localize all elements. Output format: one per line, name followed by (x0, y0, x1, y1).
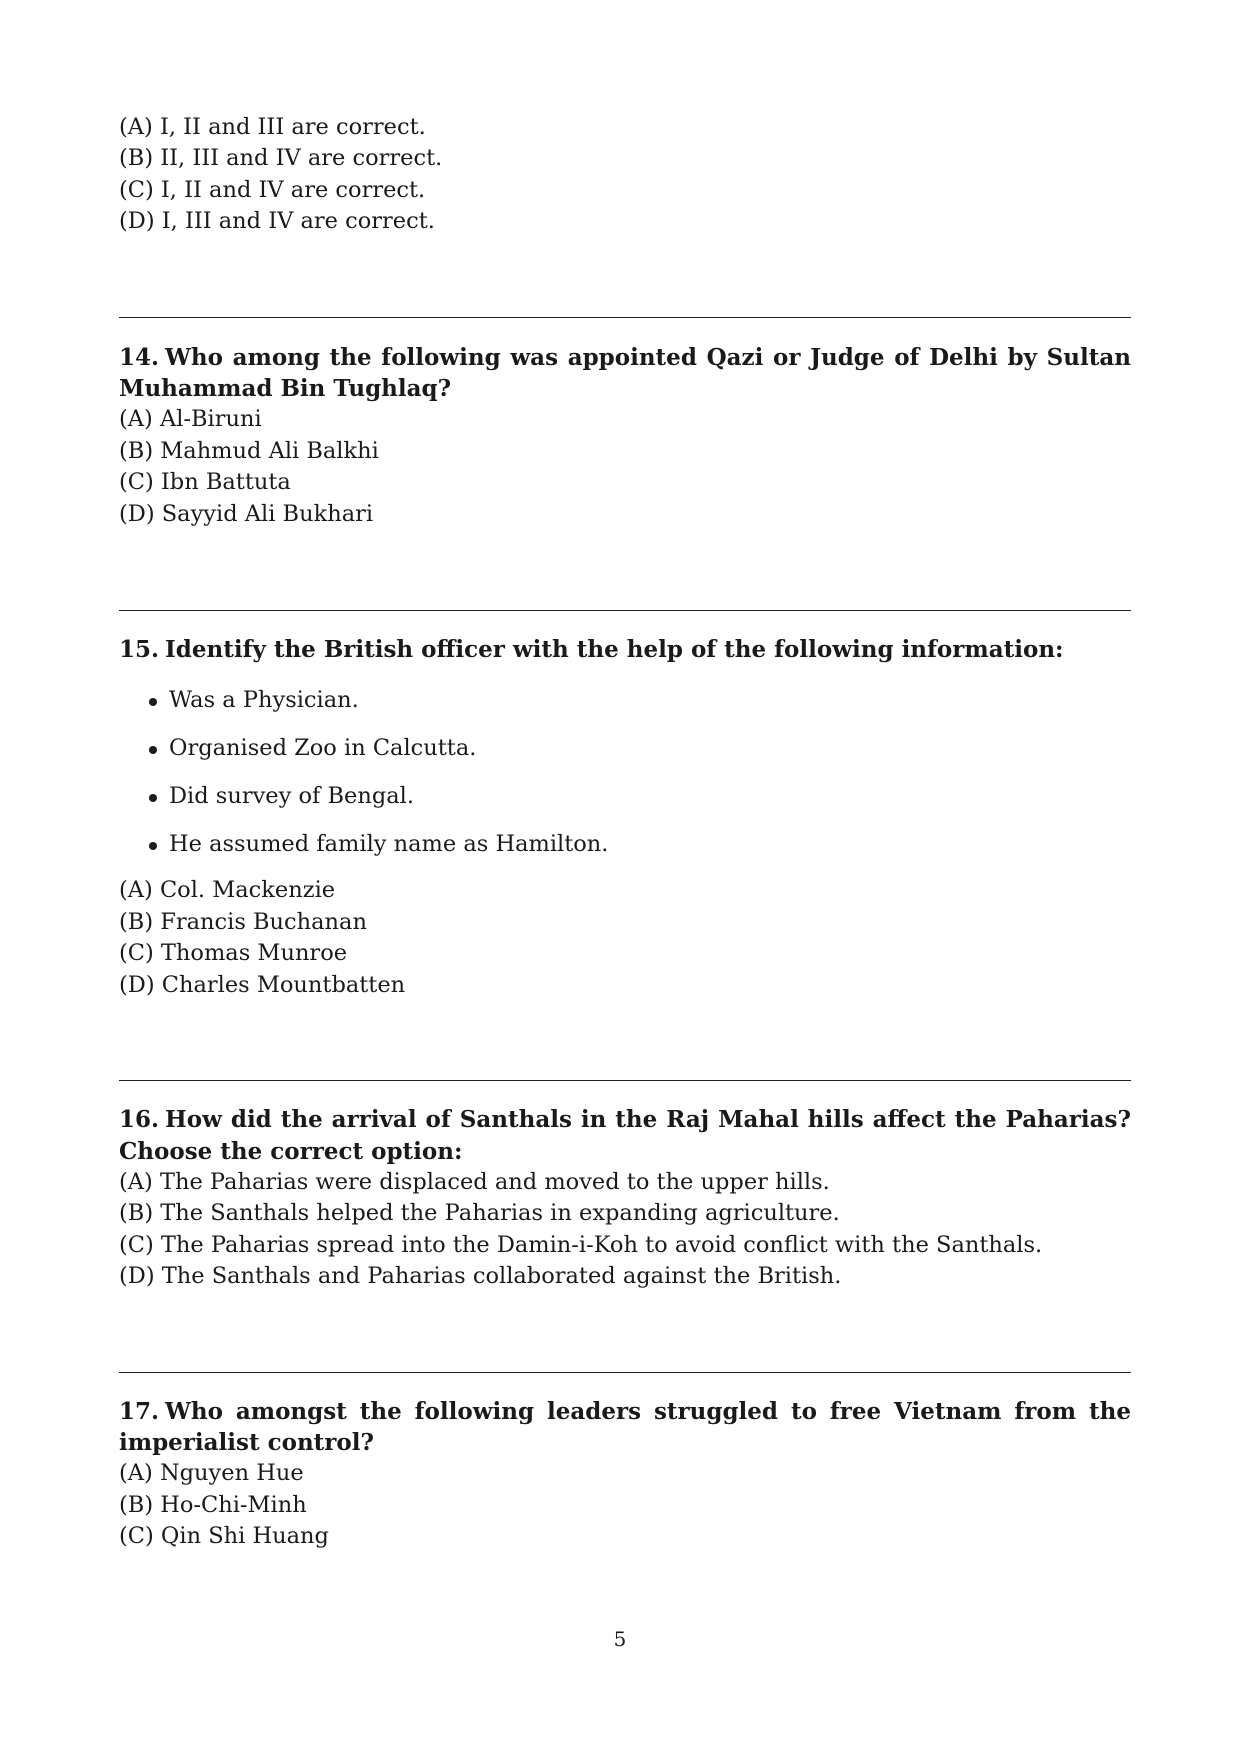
q17-option-c: (C) Qin Shi Huang (119, 1523, 329, 1550)
divider (119, 1080, 1131, 1081)
divider (119, 1372, 1131, 1373)
question-16 (119, 1104, 1131, 1292)
q15-option-d: (D) Charles Mountbatten (119, 971, 406, 998)
clue-item: Organised Zoo in Calcutta. (149, 733, 1131, 781)
q16-option-d: (D) The Santhals and Paharias collaborated against the British. (119, 1263, 842, 1290)
question-14-number: 14. (119, 343, 160, 371)
question-16-prompt: How did the arrival of Santhals in the Raj Mahal hills affect the Paharias? Choose the correct option: (119, 1106, 1131, 1165)
clue-item: He assumed family name as Hamilton. (149, 829, 1131, 877)
question-15-text (119, 634, 1131, 665)
q15-option-a: (A) Col. Mackenzie (119, 877, 336, 904)
question-16-text (119, 1104, 1131, 1167)
q17-option-a: (A) Nguyen Hue (119, 1460, 304, 1487)
q13-option-d: (D) I, III and IV are correct. (119, 208, 435, 235)
question-15-clues (119, 685, 1131, 877)
exam-page (119, 112, 1131, 1553)
question-15 (119, 634, 1131, 1001)
q14-option-b: (B) Mahmud Ali Balkhi (119, 437, 379, 464)
q16-option-b: (B) The Santhals helped the Paharias in expanding agriculture. (119, 1200, 840, 1227)
divider (119, 317, 1131, 318)
bullet-icon (149, 698, 157, 706)
question-15-number: 15. (119, 636, 160, 664)
bullet-icon (149, 842, 157, 850)
divider (119, 610, 1131, 611)
bullet-icon (149, 746, 157, 754)
question-14-prompt: Who among the following was appointed Qazi or Judge of Delhi by Sultan Muhammad Bin Tughlaq? (119, 343, 1131, 403)
question-17-text (119, 1396, 1131, 1459)
q16-option-c: (C) The Paharias spread into the Damin-i-Koh to avoid conflict with the Santhals. (119, 1231, 1043, 1258)
q16-option-a: (A) The Paharias were displaced and moved to the upper hills. (119, 1168, 830, 1195)
q13-option-b: (B) II, III and IV are correct. (119, 145, 443, 172)
q13-option-a: (A) I, II and III are correct. (119, 114, 426, 140)
q17-option-b: (B) Ho-Chi-Minh (119, 1491, 307, 1518)
question-17-number: 17. (119, 1397, 160, 1425)
question-17-prompt: Who amongst the following leaders struggled to free Vietnam from the imperialist control? (119, 1397, 1131, 1456)
q14-option-c: (C) Ibn Battuta (119, 469, 291, 496)
question-14-text (119, 342, 1131, 405)
q15-option-c: (C) Thomas Munroe (119, 940, 348, 967)
q13-options (119, 112, 1131, 238)
q15-option-b: (B) Francis Buchanan (119, 908, 367, 935)
question-15-prompt: Identify the British officer with the help of the following information: (165, 636, 1064, 664)
question-16-number: 16. (119, 1106, 160, 1134)
q14-option-a: (A) Al-Biruni (119, 406, 262, 433)
q13-option-c: (C) I, II and IV are correct. (119, 176, 426, 203)
bullet-icon (149, 794, 157, 802)
clue-item: Was a Physician. (149, 685, 1131, 733)
q14-option-d: (D) Sayyid Ali Bukhari (119, 500, 374, 527)
question-14 (119, 342, 1131, 530)
clue-item: Did survey of Bengal. (149, 781, 1131, 829)
page-number: 5 (613, 1627, 627, 1651)
question-17 (119, 1396, 1131, 1553)
